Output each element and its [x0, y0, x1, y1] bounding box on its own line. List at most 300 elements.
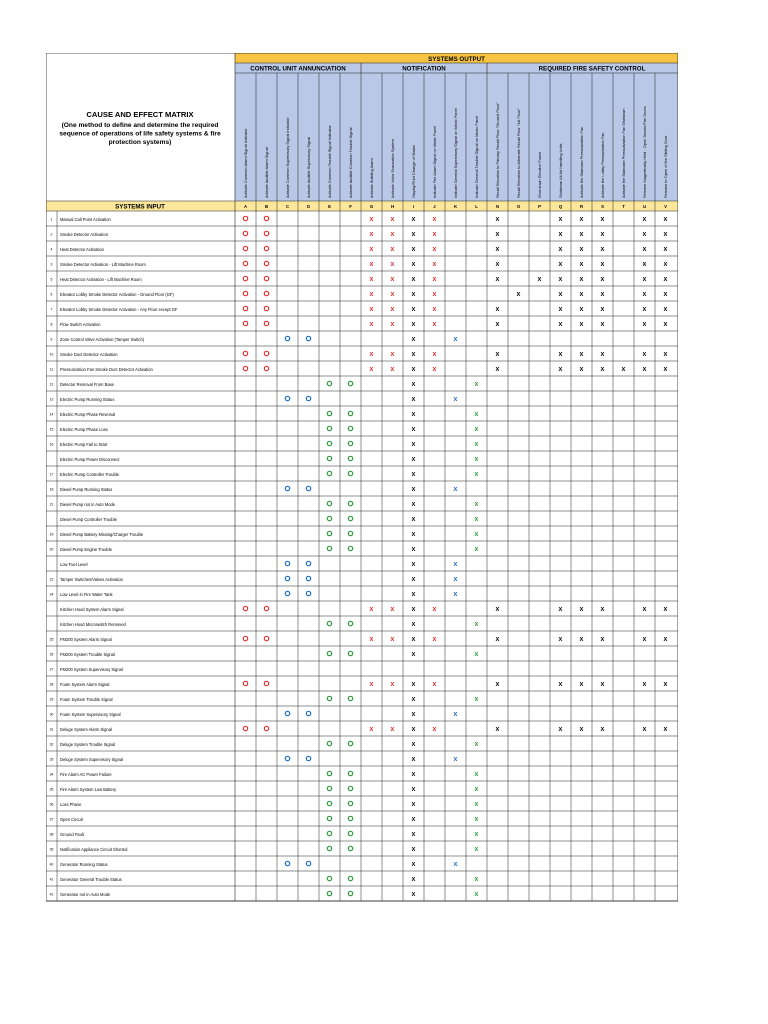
- matrix-mark-cross: x: [432, 306, 437, 314]
- row-input-label: Manual Call Point Activation: [60, 216, 111, 222]
- row-number: 12: [49, 382, 54, 387]
- matrix-mark-cross: x: [642, 291, 647, 299]
- matrix-mark-cross: x: [411, 411, 416, 419]
- matrix-mark-cross: x: [411, 786, 416, 794]
- matrix-mark-cross: x: [411, 771, 416, 779]
- matrix-mark-cross: x: [453, 486, 458, 494]
- matrix-mark-circle: [285, 591, 289, 595]
- column-letter: Q: [558, 204, 563, 209]
- matrix-mark-circle: [348, 516, 352, 520]
- matrix-mark-circle: [327, 651, 331, 655]
- matrix-mark-circle: [327, 411, 331, 415]
- matrix-mark-circle: [243, 216, 247, 220]
- row-input-label: Foam System Alarm Signal: [60, 681, 110, 687]
- matrix-mark-cross: x: [663, 351, 668, 359]
- matrix-mark-cross: x: [558, 306, 563, 314]
- matrix-mark-cross: x: [663, 276, 668, 284]
- matrix-mark-cross: x: [411, 246, 416, 254]
- matrix-mark-circle: [264, 321, 268, 325]
- matrix-mark-cross: x: [642, 216, 647, 224]
- matrix-mark-cross: x: [411, 366, 416, 374]
- matrix-mark-circle: [243, 726, 247, 730]
- column-heading: Activate the Staircase Pressurization Fan Shutdown: [620, 108, 626, 198]
- column-heading: Indicate Fire Alarm Signal on Mimic Panel: [431, 125, 437, 198]
- matrix-mark-circle: [327, 531, 331, 535]
- matrix-mark-cross: x: [390, 726, 395, 734]
- matrix-mark-cross: x: [474, 816, 479, 824]
- matrix-mark-cross: x: [495, 276, 500, 284]
- row-number: 40: [49, 862, 54, 867]
- column-heading: Activate Common Supervisory Signal Indicator: [284, 117, 290, 198]
- matrix-mark-cross: x: [390, 306, 395, 314]
- matrix-mark-cross: x: [411, 381, 416, 389]
- row-number: 25: [49, 637, 54, 642]
- matrix-mark-cross: x: [411, 606, 416, 614]
- matrix-mark-cross: x: [495, 246, 500, 254]
- matrix-mark-cross: x: [558, 636, 563, 644]
- matrix-mark-cross: x: [432, 261, 437, 269]
- matrix-mark-cross: x: [642, 636, 647, 644]
- matrix-mark-circle: [264, 261, 268, 265]
- matrix-mark-circle: [327, 891, 331, 895]
- matrix-mark-cross: x: [432, 366, 437, 374]
- matrix-mark-cross: x: [474, 696, 479, 704]
- row-number: 4: [50, 247, 53, 252]
- matrix-mark-cross: x: [495, 306, 500, 314]
- matrix-mark-cross: x: [411, 561, 416, 569]
- matrix-mark-cross: x: [558, 261, 563, 269]
- column-letter: O: [516, 204, 521, 209]
- matrix-mark-circle: [348, 651, 352, 655]
- matrix-mark-cross: x: [663, 246, 668, 254]
- matrix-mark-circle: [243, 366, 247, 370]
- matrix-mark-cross: x: [600, 276, 605, 284]
- row-input-label: Electric Pump Fail to Start: [60, 441, 108, 447]
- matrix-mark-cross: x: [411, 336, 416, 344]
- row-number: 5: [50, 277, 53, 282]
- matrix-mark-circle: [327, 771, 331, 775]
- matrix-mark-cross: x: [495, 216, 500, 224]
- matrix-mark-cross: x: [369, 246, 374, 254]
- row-input-label: Electric Pump Phase Loss: [60, 426, 108, 432]
- matrix-mark-cross: x: [663, 261, 668, 269]
- matrix-mark-cross: x: [411, 456, 416, 464]
- matrix-mark-cross: x: [411, 876, 416, 884]
- matrix-mark-cross: x: [579, 366, 584, 374]
- row-number: 38: [49, 832, 54, 837]
- column-heading: Shutdown All Air Handling Units: [557, 143, 563, 198]
- matrix-mark-circle: [285, 861, 289, 865]
- row-input-label: FM200 System Trouble Signal: [60, 651, 115, 657]
- matrix-mark-cross: x: [411, 726, 416, 734]
- row-input-label: Low Fuel Level: [60, 561, 88, 567]
- matrix-mark-circle: [264, 246, 268, 250]
- matrix-mark-circle: [348, 546, 352, 550]
- matrix-mark-circle: [306, 591, 310, 595]
- matrix-mark-cross: x: [369, 726, 374, 734]
- matrix-mark-cross: x: [411, 231, 416, 239]
- column-letter: H: [390, 204, 395, 209]
- row-number: 11: [49, 367, 54, 372]
- matrix-mark-cross: x: [453, 561, 458, 569]
- matrix-mark-cross: x: [474, 786, 479, 794]
- row-number: 2: [50, 232, 53, 237]
- systems-input-label: SYSTEMS INPUT: [115, 203, 165, 211]
- matrix-mark-circle: [306, 486, 310, 490]
- matrix-mark-cross: x: [411, 546, 416, 554]
- row-input-label: Diesel Pump Running Status: [60, 486, 113, 492]
- matrix-mark-circle: [285, 561, 289, 565]
- matrix-mark-cross: x: [663, 306, 668, 314]
- matrix-mark-circle: [327, 786, 331, 790]
- column-letter: A: [243, 204, 248, 209]
- matrix-mark-cross: x: [474, 516, 479, 524]
- row-number: 13: [49, 397, 54, 402]
- matrix-mark-cross: x: [411, 216, 416, 224]
- matrix-mark-cross: x: [411, 531, 416, 539]
- row-input-label: Notification Appliance Circuit Shorted: [60, 846, 128, 852]
- matrix-mark-circle: [348, 831, 352, 835]
- matrix-mark-cross: x: [411, 276, 416, 284]
- row-number: 7: [50, 307, 53, 312]
- row-number: 6: [50, 292, 53, 297]
- column-letter: D: [306, 204, 311, 209]
- matrix-mark-cross: x: [369, 216, 374, 224]
- column-heading: Activate Voice Evacuation System: [389, 139, 395, 198]
- matrix-mark-cross: x: [390, 321, 395, 329]
- matrix-mark-cross: x: [369, 351, 374, 359]
- matrix-mark-cross: x: [600, 261, 605, 269]
- matrix-mark-cross: x: [579, 231, 584, 239]
- row-number: 39: [49, 847, 54, 852]
- matrix-mark-cross: x: [495, 606, 500, 614]
- matrix-mark-cross: x: [558, 216, 563, 224]
- matrix-mark-circle: [348, 816, 352, 820]
- row-input-label: Smoke Duct Detector Activation: [60, 351, 118, 357]
- column-letter: S: [601, 204, 604, 209]
- matrix-mark-circle: [306, 861, 310, 865]
- row-number: 20: [49, 547, 54, 552]
- matrix-mark-cross: x: [642, 276, 647, 284]
- row-input-label: Low Level in Fire Water Tank: [60, 591, 113, 597]
- matrix-mark-circle: [264, 216, 268, 220]
- row-number: 30: [49, 712, 54, 717]
- matrix-mark-circle: [327, 846, 331, 850]
- matrix-mark-circle: [264, 636, 268, 640]
- column-heading: Release Magnetically-Held - Open Smoke/Fire Doors: [641, 106, 647, 198]
- matrix-mark-cross: x: [390, 291, 395, 299]
- matrix-mark-cross: x: [537, 276, 542, 284]
- matrix-mark-cross: x: [411, 471, 416, 479]
- matrix-mark-cross: x: [474, 771, 479, 779]
- matrix-mark-cross: x: [474, 546, 479, 554]
- matrix-mark-cross: x: [411, 261, 416, 269]
- matrix-mark-circle: [285, 336, 289, 340]
- matrix-mark-circle: [264, 351, 268, 355]
- matrix-mark-cross: x: [642, 726, 647, 734]
- matrix-mark-circle: [348, 801, 352, 805]
- matrix-mark-circle: [285, 486, 289, 490]
- matrix-mark-cross: x: [411, 441, 416, 449]
- matrix-mark-cross: x: [390, 366, 395, 374]
- row-input-label: Generator General Trouble Status: [60, 876, 122, 882]
- matrix-mark-circle: [306, 711, 310, 715]
- matrix-mark-cross: x: [642, 306, 647, 314]
- row-input-label: Heat Detector Activation: [60, 246, 104, 252]
- column-heading: Activate the Lobby Pressurization Fan: [599, 132, 605, 198]
- column-letter: E: [328, 204, 331, 209]
- matrix-mark-cross: x: [579, 261, 584, 269]
- row-input-label: Generator Running Status: [60, 861, 108, 867]
- matrix-mark-cross: x: [474, 621, 479, 629]
- row-input-label: Electric Pump Power Disconnect: [60, 456, 120, 462]
- matrix-mark-cross: x: [495, 681, 500, 689]
- column-letter: J: [433, 204, 436, 209]
- matrix-mark-cross: x: [579, 681, 584, 689]
- matrix-mark-cross: x: [390, 231, 395, 239]
- row-input-label: Smoke Detector Activation: [60, 231, 109, 237]
- row-input-label: Loss Phase: [60, 801, 82, 807]
- matrix-mark-cross: x: [579, 351, 584, 359]
- matrix-mark-cross: x: [474, 456, 479, 464]
- row-number: 29: [49, 697, 54, 702]
- column-heading: Activate Audible Alarm Signal: [263, 147, 269, 198]
- matrix-mark-cross: x: [621, 366, 626, 374]
- matrix-mark-circle: [243, 291, 247, 295]
- matrix-mark-circle: [243, 261, 247, 265]
- matrix-mark-circle: [285, 576, 289, 580]
- matrix-mark-cross: x: [600, 216, 605, 224]
- column-letter: U: [642, 204, 647, 209]
- matrix-mark-circle: [348, 426, 352, 430]
- matrix-mark-cross: x: [474, 426, 479, 434]
- matrix-mark-circle: [264, 291, 268, 295]
- column-heading: Indicate General Trouble Signal on Mimic Panel: [473, 115, 479, 198]
- matrix-mark-cross: x: [495, 351, 500, 359]
- row-input-label: Flow Switch Activation: [60, 321, 101, 327]
- row-number: 15: [49, 427, 54, 432]
- matrix-mark-cross: x: [474, 741, 479, 749]
- matrix-mark-circle: [327, 876, 331, 880]
- matrix-mark-circle: [327, 621, 331, 625]
- matrix-mark-cross: x: [558, 231, 563, 239]
- row-number: 14: [49, 412, 54, 417]
- matrix-mark-cross: x: [411, 636, 416, 644]
- row-input-label: Diesel Pump Battery Missing/Charger Trouble: [60, 531, 144, 537]
- matrix-mark-circle: [348, 501, 352, 505]
- matrix-mark-cross: x: [411, 396, 416, 404]
- matrix-mark-circle: [327, 741, 331, 745]
- matrix-mark-cross: x: [369, 231, 374, 239]
- matrix-mark-cross: x: [600, 306, 605, 314]
- matrix-mark-circle: [264, 306, 268, 310]
- matrix-mark-cross: x: [579, 606, 584, 614]
- matrix-mark-circle: [327, 696, 331, 700]
- matrix-mark-cross: x: [411, 741, 416, 749]
- matrix-mark-cross: x: [495, 366, 500, 374]
- column-heading: Recall Elevators to Primary Recall Floor "Ground Floor": [494, 102, 500, 198]
- matrix-mark-cross: x: [558, 726, 563, 734]
- matrix-mark-cross: x: [432, 216, 437, 224]
- matrix-mark-cross: x: [390, 216, 395, 224]
- matrix-mark-cross: x: [390, 261, 395, 269]
- matrix-mark-cross: x: [369, 321, 374, 329]
- row-input-label: Electric Pump Phase Reversal: [60, 411, 116, 417]
- matrix-mark-cross: x: [600, 291, 605, 299]
- matrix-mark-circle: [243, 231, 247, 235]
- row-number: 41: [49, 877, 54, 882]
- matrix-mark-cross: x: [663, 231, 668, 239]
- matrix-mark-cross: x: [579, 291, 584, 299]
- page-subtitle-line: sequence of operations of life safety systems & fire: [59, 130, 221, 138]
- matrix-mark-circle: [348, 531, 352, 535]
- matrix-mark-cross: x: [558, 291, 563, 299]
- matrix-mark-cross: x: [642, 366, 647, 374]
- matrix-mark-cross: x: [411, 801, 416, 809]
- matrix-mark-circle: [306, 336, 310, 340]
- row-number: 24: [49, 592, 54, 597]
- matrix-mark-cross: x: [558, 351, 563, 359]
- matrix-mark-cross: x: [600, 366, 605, 374]
- row-input-label: Tamper Switches/Valves Activation: [60, 576, 123, 582]
- matrix-mark-circle: [243, 306, 247, 310]
- column-heading: Activate Building Alarm: [368, 158, 374, 198]
- matrix-mark-circle: [243, 636, 247, 640]
- matrix-mark-circle: [348, 771, 352, 775]
- row-number: 42: [49, 892, 54, 897]
- matrix-mark-cross: x: [474, 831, 479, 839]
- matrix-mark-cross: x: [411, 756, 416, 764]
- row-input-label: Zone Control Valve Activation (Tamper Switch): [60, 336, 145, 342]
- matrix-mark-circle: [306, 756, 310, 760]
- column-letter: T: [622, 204, 625, 209]
- matrix-mark-cross: x: [495, 726, 500, 734]
- column-letter: G: [369, 204, 374, 209]
- matrix-mark-circle: [243, 321, 247, 325]
- matrix-mark-circle: [243, 276, 247, 280]
- matrix-mark-cross: x: [369, 306, 374, 314]
- matrix-mark-cross: x: [390, 681, 395, 689]
- row-input-label: Open Circuit: [60, 816, 83, 822]
- matrix-mark-cross: x: [369, 366, 374, 374]
- matrix-mark-cross: x: [663, 366, 668, 374]
- matrix-mark-cross: x: [474, 441, 479, 449]
- output-group-label: CONTROL UNIT ANNUNCIATION: [250, 65, 346, 73]
- matrix-mark-cross: x: [600, 606, 605, 614]
- matrix-mark-cross: x: [495, 261, 500, 269]
- matrix-mark-circle: [264, 606, 268, 610]
- matrix-mark-cross: x: [558, 606, 563, 614]
- matrix-mark-cross: x: [495, 636, 500, 644]
- matrix-mark-cross: x: [432, 636, 437, 644]
- matrix-mark-circle: [348, 471, 352, 475]
- matrix-mark-cross: x: [516, 291, 521, 299]
- matrix-mark-cross: x: [474, 501, 479, 509]
- column-letter: N: [495, 204, 500, 209]
- row-number: 21: [49, 502, 54, 507]
- matrix-mark-circle: [348, 786, 352, 790]
- matrix-mark-cross: x: [642, 681, 647, 689]
- matrix-mark-cross: x: [474, 411, 479, 419]
- row-input-label: Elevator Lobby Smoke Detector Activation - Ground Floor (GF): [60, 291, 174, 297]
- matrix-mark-cross: x: [390, 606, 395, 614]
- matrix-mark-circle: [348, 621, 352, 625]
- row-input-label: Diesel Pump Engine Trouble: [60, 546, 112, 552]
- matrix-mark-cross: x: [579, 321, 584, 329]
- row-input-label: Diesel Pump Controller Trouble: [60, 516, 117, 522]
- matrix-mark-circle: [264, 726, 268, 730]
- matrix-mark-circle: [327, 546, 331, 550]
- row-number: 31: [49, 727, 54, 732]
- row-input-label: Heat Detector Activation - Lift Machine Room: [60, 276, 142, 282]
- matrix-mark-circle: [306, 576, 310, 580]
- matrix-mark-cross: x: [642, 606, 647, 614]
- matrix-mark-cross: x: [579, 216, 584, 224]
- row-number: 36: [49, 802, 54, 807]
- matrix-mark-cross: x: [390, 351, 395, 359]
- row-input-label: Pressurization Fan Smoke Duct Detector Activation: [60, 366, 153, 372]
- row-input-label: Smoke Detector Activation - Lift Machine Room: [60, 261, 146, 267]
- matrix-mark-cross: x: [411, 321, 416, 329]
- matrix-mark-cross: x: [600, 681, 605, 689]
- matrix-mark-cross: x: [411, 501, 416, 509]
- matrix-mark-circle: [348, 846, 352, 850]
- output-group-label: REQUIRED FIRE SAFETY CONTROL: [538, 65, 646, 73]
- matrix-mark-cross: x: [453, 591, 458, 599]
- row-input-label: Electric Pump Controller Trouble: [60, 471, 119, 477]
- matrix-mark-cross: x: [411, 516, 416, 524]
- row-input-label: Fire Alarm AC Power Failure: [60, 771, 112, 777]
- matrix-mark-circle: [348, 411, 352, 415]
- matrix-mark-circle: [348, 741, 352, 745]
- row-input-label: Kitchen Hood Microswitch Removed: [60, 621, 126, 627]
- column-heading: Activate Common Alarm Signal Indicator: [242, 128, 248, 198]
- cause-effect-matrix-sheet: [46, 53, 678, 913]
- matrix-mark-circle: [264, 366, 268, 370]
- column-letter: I: [412, 204, 415, 209]
- matrix-mark-circle: [327, 831, 331, 835]
- matrix-mark-cross: x: [453, 861, 458, 869]
- row-number: 16: [49, 442, 54, 447]
- row-number: 10: [49, 352, 54, 357]
- matrix-mark-circle: [327, 426, 331, 430]
- matrix-mark-cross: x: [474, 471, 479, 479]
- matrix-mark-cross: x: [453, 576, 458, 584]
- matrix-mark-cross: x: [600, 351, 605, 359]
- matrix-mark-cross: x: [369, 681, 374, 689]
- matrix-mark-cross: x: [600, 726, 605, 734]
- matrix-mark-cross: x: [411, 621, 416, 629]
- row-number: 34: [49, 772, 54, 777]
- column-heading: Activate Audible Supervisory Signal: [305, 136, 311, 198]
- column-heading: Shut-down Elevator Power: [536, 151, 542, 198]
- column-heading: Release to Open of the Sliding Door: [662, 135, 668, 198]
- matrix-mark-circle: [243, 351, 247, 355]
- page-title: CAUSE AND EFFECT MATRIX: [86, 110, 194, 119]
- matrix-mark-cross: x: [432, 231, 437, 239]
- matrix-mark-cross: x: [474, 846, 479, 854]
- matrix-mark-circle: [327, 816, 331, 820]
- matrix-mark-cross: x: [411, 651, 416, 659]
- row-number: 18: [49, 487, 54, 492]
- matrix-mark-cross: x: [474, 531, 479, 539]
- matrix-mark-cross: x: [432, 606, 437, 614]
- matrix-mark-cross: x: [411, 486, 416, 494]
- matrix-mark-circle: [348, 891, 352, 895]
- matrix-mark-cross: x: [558, 276, 563, 284]
- matrix-mark-cross: x: [663, 291, 668, 299]
- matrix-mark-cross: x: [411, 861, 416, 869]
